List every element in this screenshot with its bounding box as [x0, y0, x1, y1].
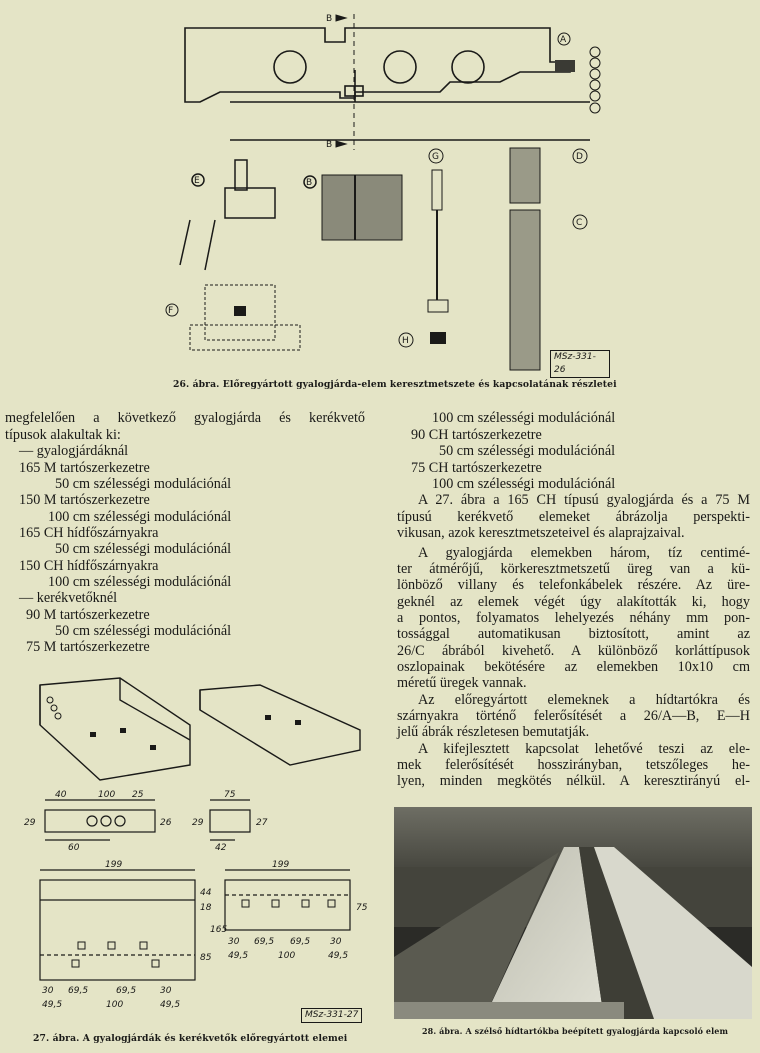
right-text-line: geknél az elemek végét úgy alakították ki, hogy — [397, 594, 750, 610]
left-text-line: 150 M tartószerkezetre — [19, 492, 150, 508]
figure-26 — [150, 10, 610, 375]
right-text-line: ter átmérőjű, körkeresztmetszetű üreg van a kü- — [397, 561, 750, 577]
figure-28-caption: 28. ábra. A szélső hídtartókba beépített gyalogjárda kapcsoló elem — [422, 1026, 729, 1036]
label-A: A — [560, 35, 567, 45]
dim-left-plan-3: 18 — [200, 903, 212, 913]
right-text-line: méretű üregek vannak. — [397, 675, 527, 691]
dim-right-section-4: 42 — [215, 843, 227, 853]
dim-left-section-3: 25 — [132, 790, 144, 800]
label-G: G — [432, 152, 439, 162]
right-text-line: Az előregyártott elemeknek a hídtartókra és — [418, 692, 750, 708]
right-text-line: A gyalogjárda elemekben három, tíz centimé- — [418, 545, 750, 561]
right-text-line: lyen, minden megkötés nélkül. A keresztirányú el- — [397, 773, 750, 789]
dim-left-section-5: 26 — [160, 818, 172, 828]
right-text-line: szárnyakra történő felerősítését a 26/A—B, E—H — [397, 708, 750, 724]
figure-26-caption: 26. ábra. Előregyártott gyalogjárda-elem keresztmetszete és kapcsolatának részletei — [173, 379, 617, 390]
dim-right-section-3: 27 — [256, 818, 268, 828]
dim-left-plan-5: 85 — [200, 953, 212, 963]
left-text-line: 165 CH hídfőszárnyakra — [19, 525, 159, 541]
dim-right-section-1: 75 — [224, 790, 236, 800]
right-text-line: jelű ábrák részletesen bemutatják. — [397, 724, 590, 740]
right-text-line: mek felerősítését hosszirányban, tetszőleges he- — [397, 757, 750, 773]
section-marker-top: B — [326, 14, 333, 24]
figure-27-stamp: MSz-331-27 — [301, 1008, 362, 1023]
left-text-line: 50 cm szélességi modulációnál — [55, 541, 232, 557]
left-text-line: megfelelően a következő gyalogjárda és kerékvető — [5, 410, 365, 426]
left-text-line: — gyalogjárdáknál — [19, 443, 129, 459]
dim-left-plan-12: 49,5 — [160, 1000, 181, 1010]
figure-27-caption: 27. ábra. A gyalogjárdák és kerékvetők előregyártott elemei — [33, 1033, 348, 1044]
section-marker-bottom: B — [326, 140, 333, 150]
dim-left-section-6: 60 — [68, 843, 80, 853]
dim-right-plan-6: 30 — [330, 937, 342, 947]
figure-26-drawing — [150, 10, 610, 375]
right-list-line: 50 cm szélességi modulációnál — [439, 443, 616, 459]
right-text-line: oszlopainak bekötésére az elemekben 10x10 cm — [397, 659, 750, 675]
right-list-line: 75 CH tartószerkezetre — [411, 460, 542, 476]
right-text-line: tossággal automatikusan biztosított, amint az — [397, 626, 750, 642]
dim-right-plan-8: 100 — [278, 951, 296, 961]
label-H: H — [402, 336, 409, 346]
left-text-line: — kerékvetőknél — [19, 590, 118, 606]
dim-right-plan-1: 199 — [272, 860, 290, 870]
dim-left-plan-4: 165 — [210, 925, 228, 935]
figure-26-stamp: MSz-331-26 — [550, 350, 610, 378]
right-text-line: 26/C ábrából kivehető. A különböző korláttípusok — [397, 643, 750, 659]
dim-right-plan-7: 49,5 — [228, 951, 249, 961]
label-B: B — [306, 178, 313, 188]
right-text-line: a pontos, folyamatos lehelyezés néhány mm pon- — [397, 610, 750, 626]
right-text-line: A kifejlesztett kapcsolat lehetővé teszi az ele- — [418, 741, 750, 757]
dim-left-plan-1: 199 — [105, 860, 123, 870]
left-text-line: 50 cm szélességi modulációnál — [55, 623, 232, 639]
label-C: C — [576, 218, 583, 228]
left-text-line: 100 cm szélességi modulációnál — [48, 509, 232, 525]
left-text-line: 75 M tartószerkezetre — [26, 639, 150, 655]
dim-right-plan-5: 69,5 — [290, 937, 311, 947]
dim-left-section-4: 29 — [24, 818, 36, 828]
dim-right-plan-9: 49,5 — [328, 951, 349, 961]
left-text-line: 100 cm szélességi modulációnál — [48, 574, 232, 590]
dim-left-plan-8: 69,5 — [116, 986, 137, 996]
figure-27 — [10, 670, 382, 1030]
dim-right-section-2: 29 — [192, 818, 204, 828]
right-text-line: A 27. ábra a 165 CH típusú gyalogjárda és a 75 M — [418, 492, 750, 508]
dim-left-plan-10: 49,5 — [42, 1000, 63, 1010]
figure-27-drawing — [10, 670, 382, 1030]
dim-left-plan-9: 30 — [160, 986, 172, 996]
label-F: F — [168, 306, 174, 316]
dim-left-section-1: 40 — [55, 790, 67, 800]
left-text-line: típusok alakultak ki: — [5, 427, 121, 443]
dim-left-plan-11: 100 — [106, 1000, 124, 1010]
right-text-line: lönböző villany és telefonkábelek részére. Az üre- — [397, 577, 750, 593]
dim-right-plan-2: 75 — [356, 903, 368, 913]
label-E: E — [194, 176, 200, 186]
dim-left-plan-6: 30 — [42, 986, 54, 996]
dim-left-plan-7: 69,5 — [68, 986, 89, 996]
dim-left-plan-2: 44 — [200, 888, 212, 898]
label-D: D — [576, 152, 583, 162]
dim-right-plan-4: 69,5 — [254, 937, 275, 947]
dim-left-section-2: 100 — [98, 790, 116, 800]
dim-right-plan-3: 30 — [228, 937, 240, 947]
left-text-line: 50 cm szélességi modulációnál — [55, 476, 232, 492]
right-list-line: 100 cm szélességi modulációnál — [432, 410, 616, 426]
figure-28-photo-drawing — [394, 807, 752, 1019]
right-text-line: vikusan, azok keresztmetszeteivel és alaprajzaival. — [397, 525, 685, 541]
right-list-line: 90 CH tartószerkezetre — [411, 427, 542, 443]
left-text-line: 150 CH hídfőszárnyakra — [19, 558, 159, 574]
figure-28-photo — [394, 807, 752, 1019]
right-list-line: 100 cm szélességi modulációnál — [432, 476, 616, 492]
left-text-line: 165 M tartószerkezetre — [19, 460, 150, 476]
left-text-line: 90 M tartószerkezetre — [26, 607, 150, 623]
right-text-line: típusú kerékvető elemeket ábrázolja perspekti- — [397, 509, 750, 525]
